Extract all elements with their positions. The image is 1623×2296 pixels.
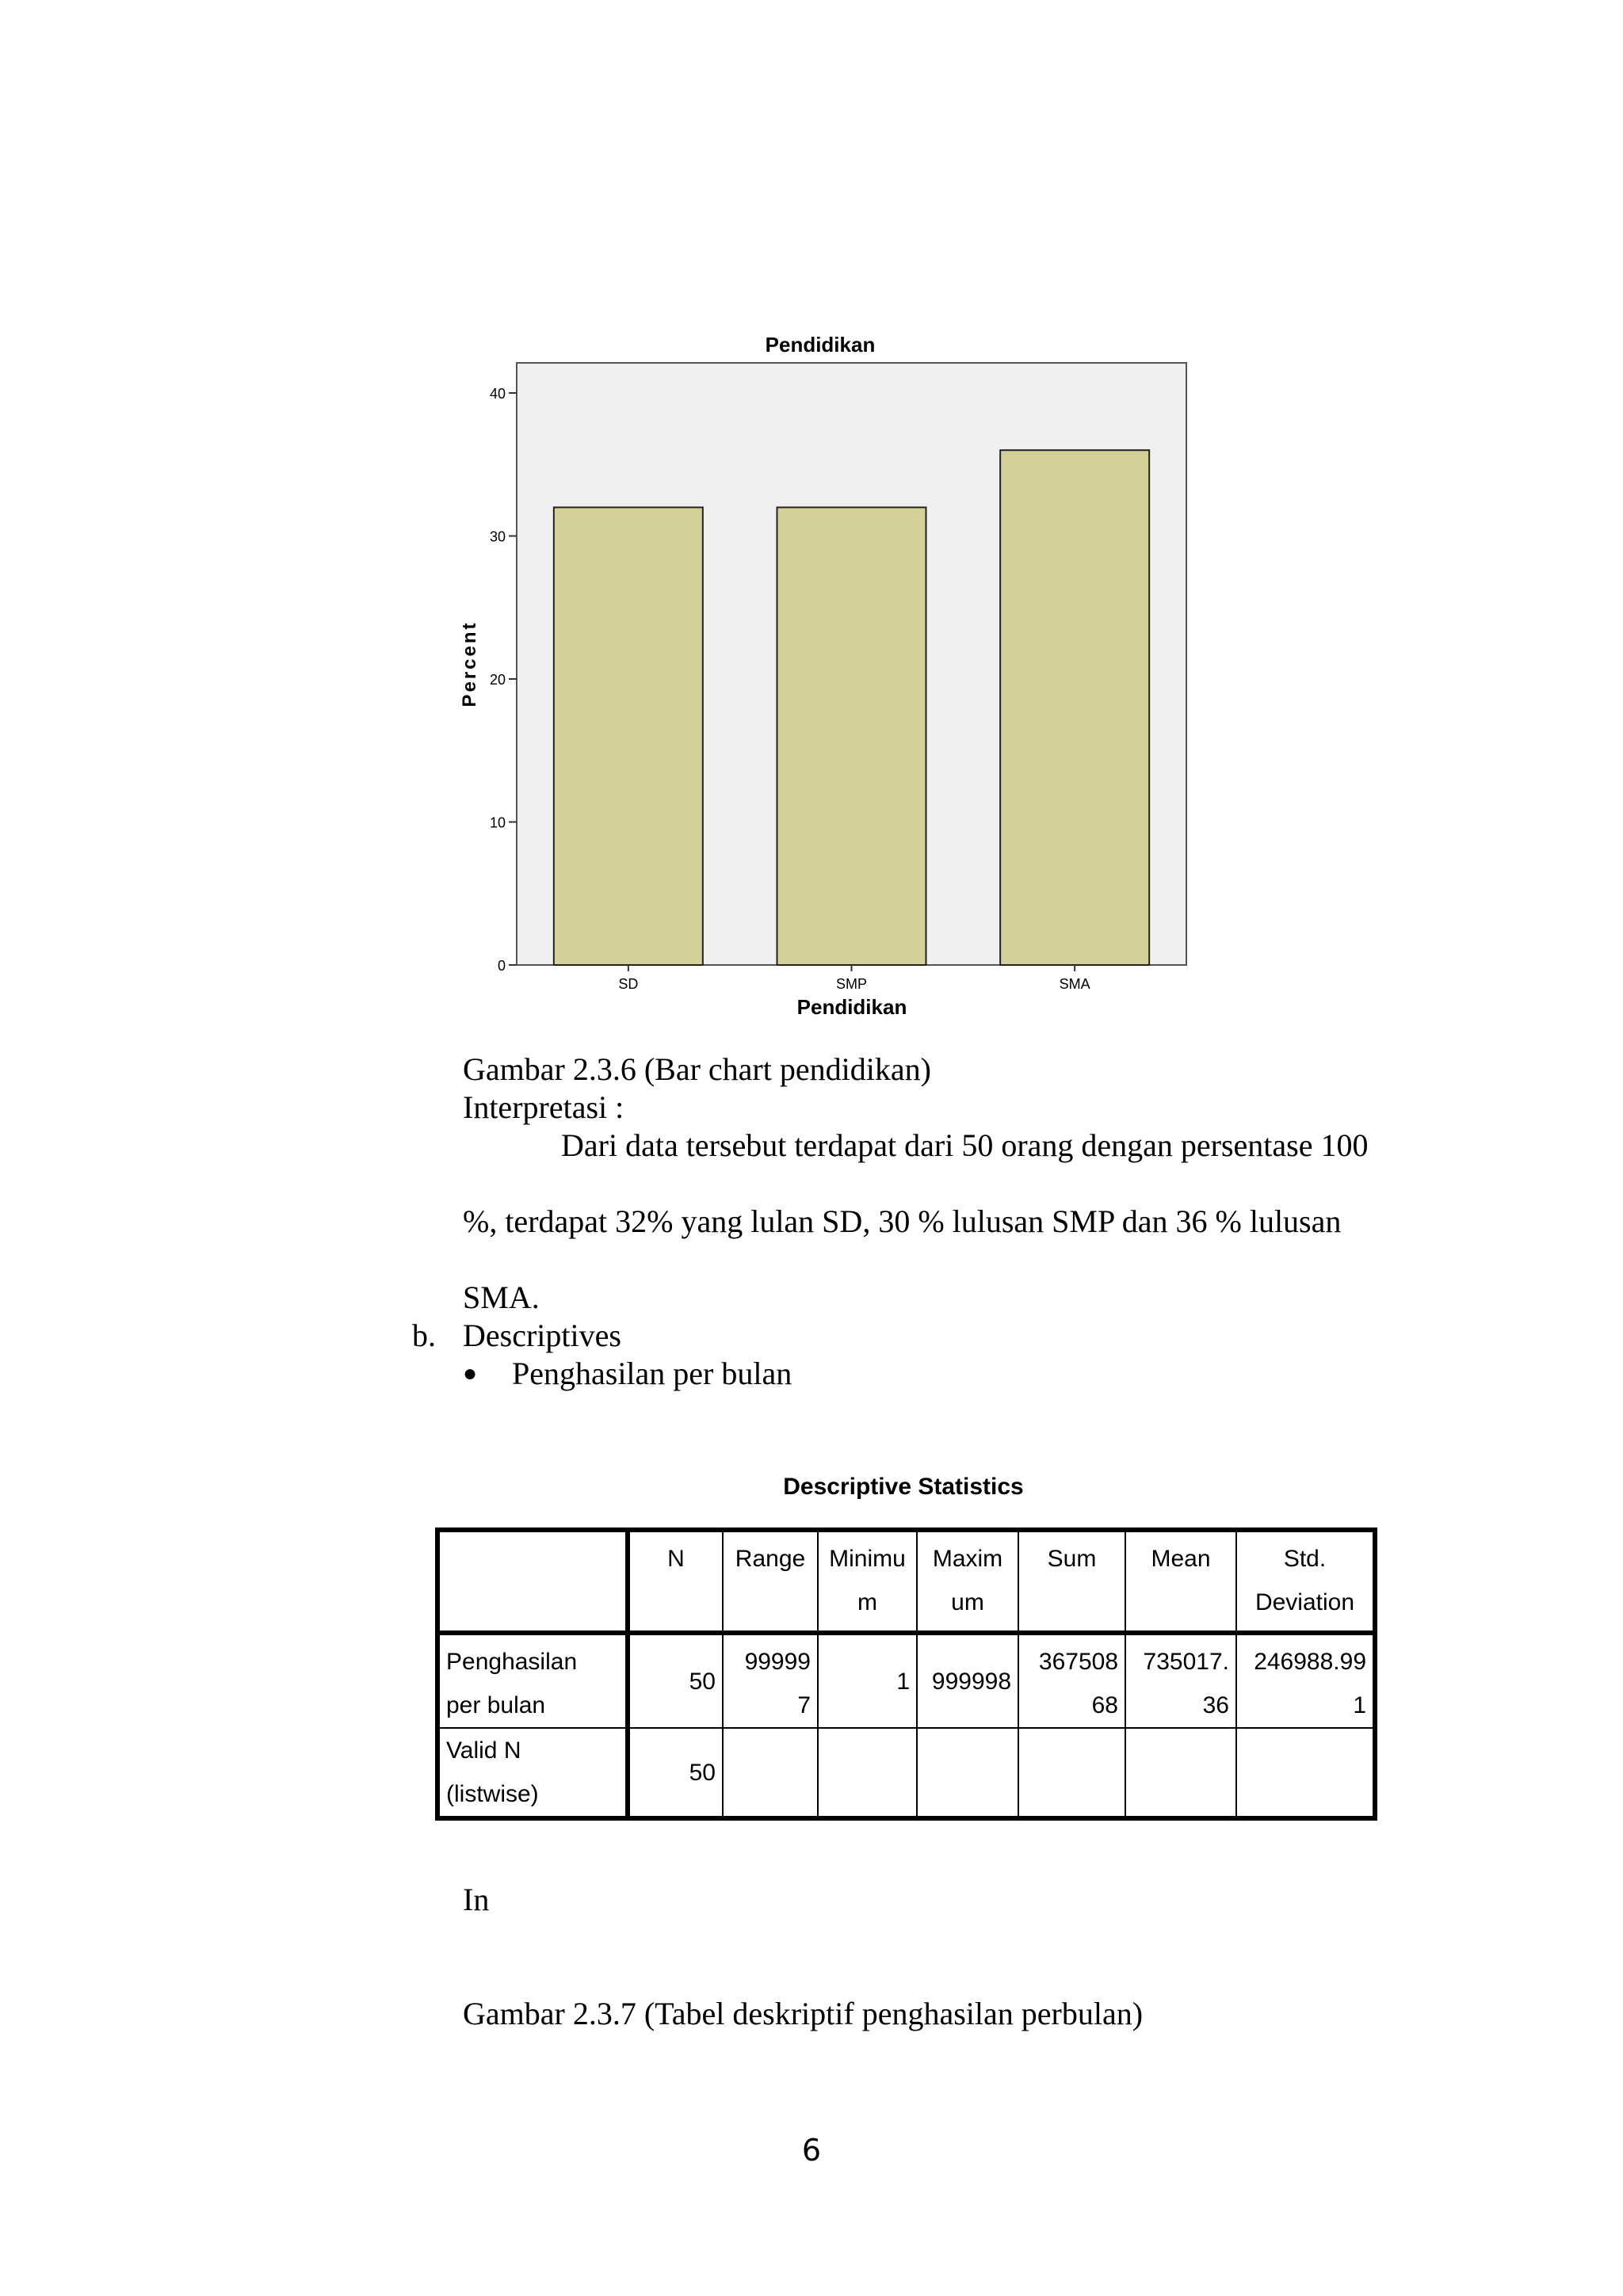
cell-range: 99999 7: [723, 1633, 818, 1728]
y-tick-label: 20: [489, 672, 506, 688]
cell-std-deviation: 246988.99 1: [1236, 1633, 1375, 1728]
interpretasi-line-1: Dari data tersebut terdapat dari 50 orang dengan persentase 100: [561, 1127, 1369, 1163]
page-number: 6: [801, 2133, 822, 2168]
header-sum: Sum: [1018, 1530, 1125, 1633]
bar-sma: [1000, 450, 1149, 965]
bars: [554, 450, 1149, 965]
bullet-text: Penghasilan per bulan: [512, 1356, 792, 1391]
interpretasi-line-3: SMA.: [463, 1280, 540, 1315]
figure-caption-table: Gambar 2.3.7 (Tabel deskriptif penghasilan perbulan): [463, 1996, 1144, 2031]
cell-n: 50: [628, 1633, 723, 1728]
y-tick-label: 0: [497, 958, 506, 974]
x-axis-label: Pendidikan: [796, 995, 907, 1019]
x-tick-label-sma: SMA: [1059, 976, 1090, 992]
row-label-valid-n: Valid N (listwise): [437, 1728, 628, 1818]
y-tick-label: 30: [489, 528, 506, 545]
cell-empty: [1236, 1728, 1375, 1818]
section-b-title: Descriptives: [463, 1318, 621, 1353]
interpretasi-line-2: %, terdapat 32% yang lulan SD, 30 % lulusan SMP dan 36 % lulusan: [463, 1203, 1342, 1239]
table-title: Descriptive Statistics: [783, 1474, 1024, 1500]
cell-sum: 367508 68: [1018, 1633, 1125, 1728]
header-mean: Mean: [1125, 1530, 1236, 1633]
cell-empty: [1125, 1728, 1236, 1818]
x-axis: [618, 965, 1090, 992]
cell-minimum: 1: [818, 1633, 917, 1728]
chart-title: Pendidikan: [765, 333, 876, 357]
y-axis: [490, 386, 517, 974]
cell-n: 50: [628, 1728, 723, 1818]
descriptive-statistics-table: [435, 1527, 1377, 1821]
cell-mean: 735017. 36: [1125, 1633, 1236, 1728]
header-n: N: [628, 1530, 723, 1633]
in-text: In: [463, 1882, 490, 1917]
cell-empty: [818, 1728, 917, 1818]
table-header-row: [437, 1530, 1375, 1633]
header-std-deviation: Std. Deviation: [1236, 1530, 1375, 1633]
row-label-penghasilan: Penghasilan per bulan: [437, 1633, 628, 1728]
cell-empty: [917, 1728, 1018, 1818]
x-tick-label-smp: SMP: [835, 976, 868, 992]
y-tick-label: 10: [489, 814, 506, 831]
header-range: Range: [723, 1530, 818, 1633]
header-empty: [437, 1530, 628, 1633]
header-maximum: Maxim um: [917, 1530, 1018, 1633]
bar-smp: [777, 507, 926, 965]
bar-chart-pendidikan: [444, 317, 1205, 1030]
header-minimum: Minimu m: [818, 1530, 917, 1633]
cell-maximum: 999998: [917, 1633, 1018, 1728]
figure-caption-bar-chart: Gambar 2.3.6 (Bar chart pendidikan): [463, 1051, 931, 1087]
y-axis-label: Percent: [459, 620, 480, 707]
cell-empty: [723, 1728, 818, 1818]
y-tick-label: 40: [489, 386, 506, 402]
interpretasi-label: Interpretasi :: [463, 1089, 624, 1125]
section-b-marker: b.: [412, 1318, 436, 1353]
table-row: [437, 1728, 1375, 1818]
bullet-icon: ●: [463, 1360, 478, 1386]
table-row: [437, 1633, 1375, 1728]
cell-empty: [1018, 1728, 1125, 1818]
x-tick-label-sd: SD: [618, 976, 639, 992]
bar-sd: [554, 507, 703, 965]
